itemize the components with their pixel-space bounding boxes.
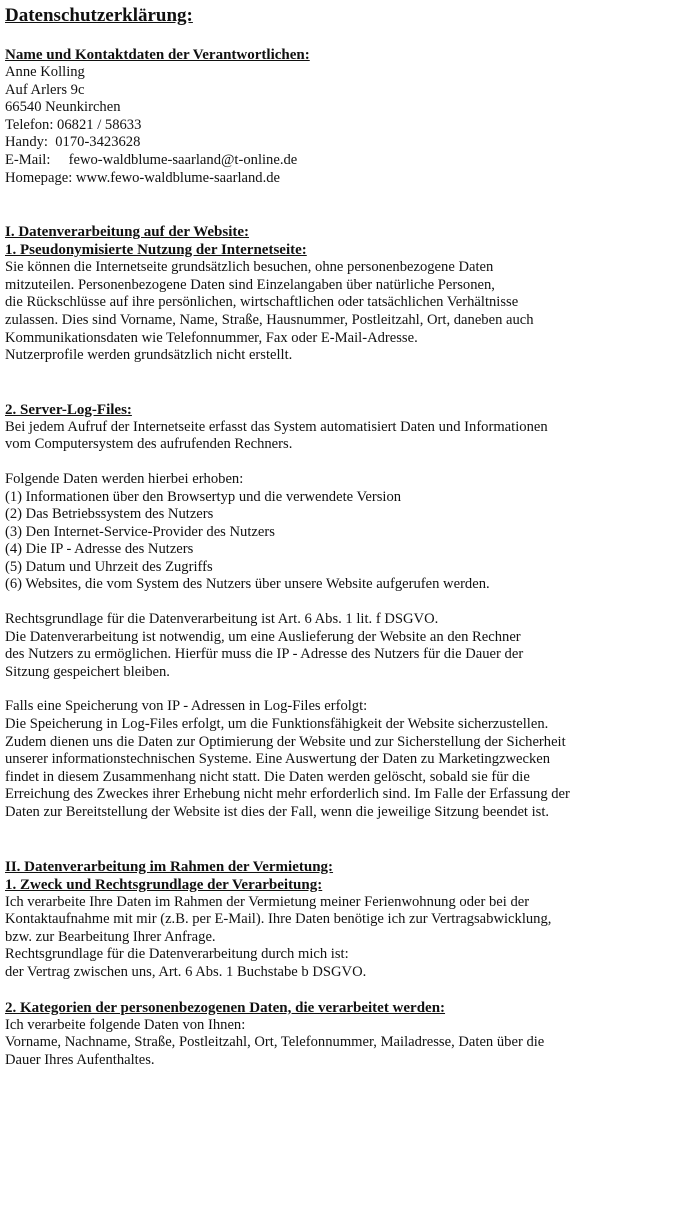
paragraph-line: des Nutzers zu ermöglichen. Hierfür muss die IP - Adresse des Nutzers für die Dauer der [5,646,524,663]
paragraph-line: Vorname, Nachname, Straße, Postleitzahl, Ort, Telefonnummer, Mailadresse, Daten über die [5,1034,545,1051]
privacy-document [5,4,681,1069]
list-item: (5) Datum und Uhrzeit des Zugriffs [5,558,213,575]
contact-phone: Telefon: 06821 / 58633 [5,116,142,133]
section-1-2-intro [5,419,681,454]
contact-homepage: Homepage: www.fewo-waldblume-saarland.de [5,169,281,186]
list-item: (4) Die IP - Adresse des Nutzers [5,541,194,558]
section-2-heading: II. Datenverarbeitung im Rahmen der Vermietung: [5,858,334,875]
contact-block [5,64,681,187]
paragraph-line: vom Computersystem des aufrufenden Rechners. [5,436,293,453]
paragraph-line: zulassen. Dies sind Vorname, Name, Straße, Hausnummer, Postleitzahl, Ort, daneben auch [5,311,534,328]
collected-data-list [5,471,681,594]
contact-heading: Name und Kontaktdaten der Verantwortlichen: [5,47,310,63]
section-2-1-heading: 1. Zweck und Rechtsgrundlage der Verarbeitung: [5,876,323,893]
storage-paragraph [5,698,681,821]
paragraph-line: Nutzerprofile werden grundsätzlich nicht erstellt. [5,347,293,364]
page-title: Datenschutzerklärung: [5,5,193,26]
list-intro: Folgende Daten werden hierbei erhoben: [5,470,244,487]
paragraph-line: Daten zur Bereitstellung der Website ist dies der Fall, wenn die jeweilige Sitzung beendet ist. [5,804,550,820]
paragraph-line: bzw. zur Bearbeitung Ihrer Anfrage. [5,928,216,945]
contact-name: Anne Kolling [5,64,85,80]
paragraph-line: Ich verarbeite Ihre Daten im Rahmen der Vermietung meiner Ferienwohnung oder bei der [5,893,530,910]
paragraph-line: Sitzung gespeichert bleiben. [5,663,170,680]
section-1-2-heading: 2. Server-Log-Files: [5,401,132,418]
contact-street: Auf Arlers 9c [5,81,85,98]
paragraph-line: mitzuteilen. Personenbezogene Daten sind Einzelangaben über natürliche Personen, [5,276,495,293]
contact-email: E-Mail: fewo-waldblume-saarland@t-online.de [5,151,298,168]
paragraph-line: Zudem dienen uns die Daten zur Optimierung der Website und zur Sicherstellung der Sicherheit [5,733,566,750]
paragraph-line: Rechtsgrundlage für die Datenverarbeitung ist Art. 6 Abs. 1 lit. f DSGVO. [5,611,439,628]
paragraph-line: Falls eine Speicherung von IP - Adressen in Log-Files erfolgt: [5,698,368,715]
paragraph-line: Die Speicherung in Log-Files erfolgt, um die Funktionsfähigkeit der Website sicherzustellen. [5,716,549,733]
paragraph-line: Sie können die Internetseite grundsätzlich besuchen, ohne personenbezogene Daten [5,259,494,276]
paragraph-line: Kommunikationsdaten wie Telefonnummer, Fax oder E-Mail-Adresse. [5,329,418,346]
paragraph-line: unserer informationstechnischen Systeme. Eine Auswertung der Daten zu Marketingzwecken [5,751,551,768]
section-2-2-heading: 2. Kategorien der personenbezogenen Daten, die verarbeitet werden: [5,999,446,1016]
section-1-1-heading: 1. Pseudonymisierte Nutzung der Internetseite: [5,242,307,259]
contact-mobile: Handy: 0170-3423628 [5,134,141,151]
section-2-1-body [5,894,681,982]
paragraph-line: Dauer Ihres Aufenthaltes. [5,1051,155,1068]
paragraph-line: findet in diesem Zusammenhang nicht statt. Die Daten werden gelöscht, sobald sie für die [5,768,530,785]
paragraph-line: Erreichung des Zweckes ihrer Erhebung nicht mehr erforderlich sind. Im Falle der Erfassung der [5,786,570,803]
paragraph-line: Ich verarbeite folgende Daten von Ihnen: [5,1016,246,1033]
paragraph-line: die Rückschlüsse auf ihre persönlichen, wirtschaftlichen oder tatsächlichen Verhältnisse [5,294,519,311]
paragraph-line: der Vertrag zwischen uns, Art. 6 Abs. 1 Buchstabe b DSGVO. [5,963,367,980]
legal-basis-paragraph [5,611,681,681]
section-1-1-body [5,259,681,365]
contact-city: 66540 Neunkirchen [5,99,121,116]
list-item: (2) Das Betriebssystem des Nutzers [5,506,214,523]
section-1-heading: I. Datenverarbeitung auf der Website: [5,224,250,241]
paragraph-line: Die Datenverarbeitung ist notwendig, um eine Auslieferung der Website an den Rechner [5,628,521,645]
list-item: (3) Den Internet-Service-Provider des Nutzers [5,523,275,540]
list-item: (6) Websites, die vom System des Nutzers über unsere Website aufgerufen werden. [5,576,490,593]
list-item: (1) Informationen über den Browsertyp und die verwendete Version [5,488,402,505]
section-2-2-body [5,1017,681,1070]
paragraph-line: Bei jedem Aufruf der Internetseite erfasst das System automatisiert Daten und Informationen [5,418,548,435]
paragraph-line: Rechtsgrundlage für die Datenverarbeitung durch mich ist: [5,946,349,963]
paragraph-line: Kontaktaufnahme mit mir (z.B. per E-Mail). Ihre Daten benötige ich zur Vertragsabwicklung, [5,911,552,928]
